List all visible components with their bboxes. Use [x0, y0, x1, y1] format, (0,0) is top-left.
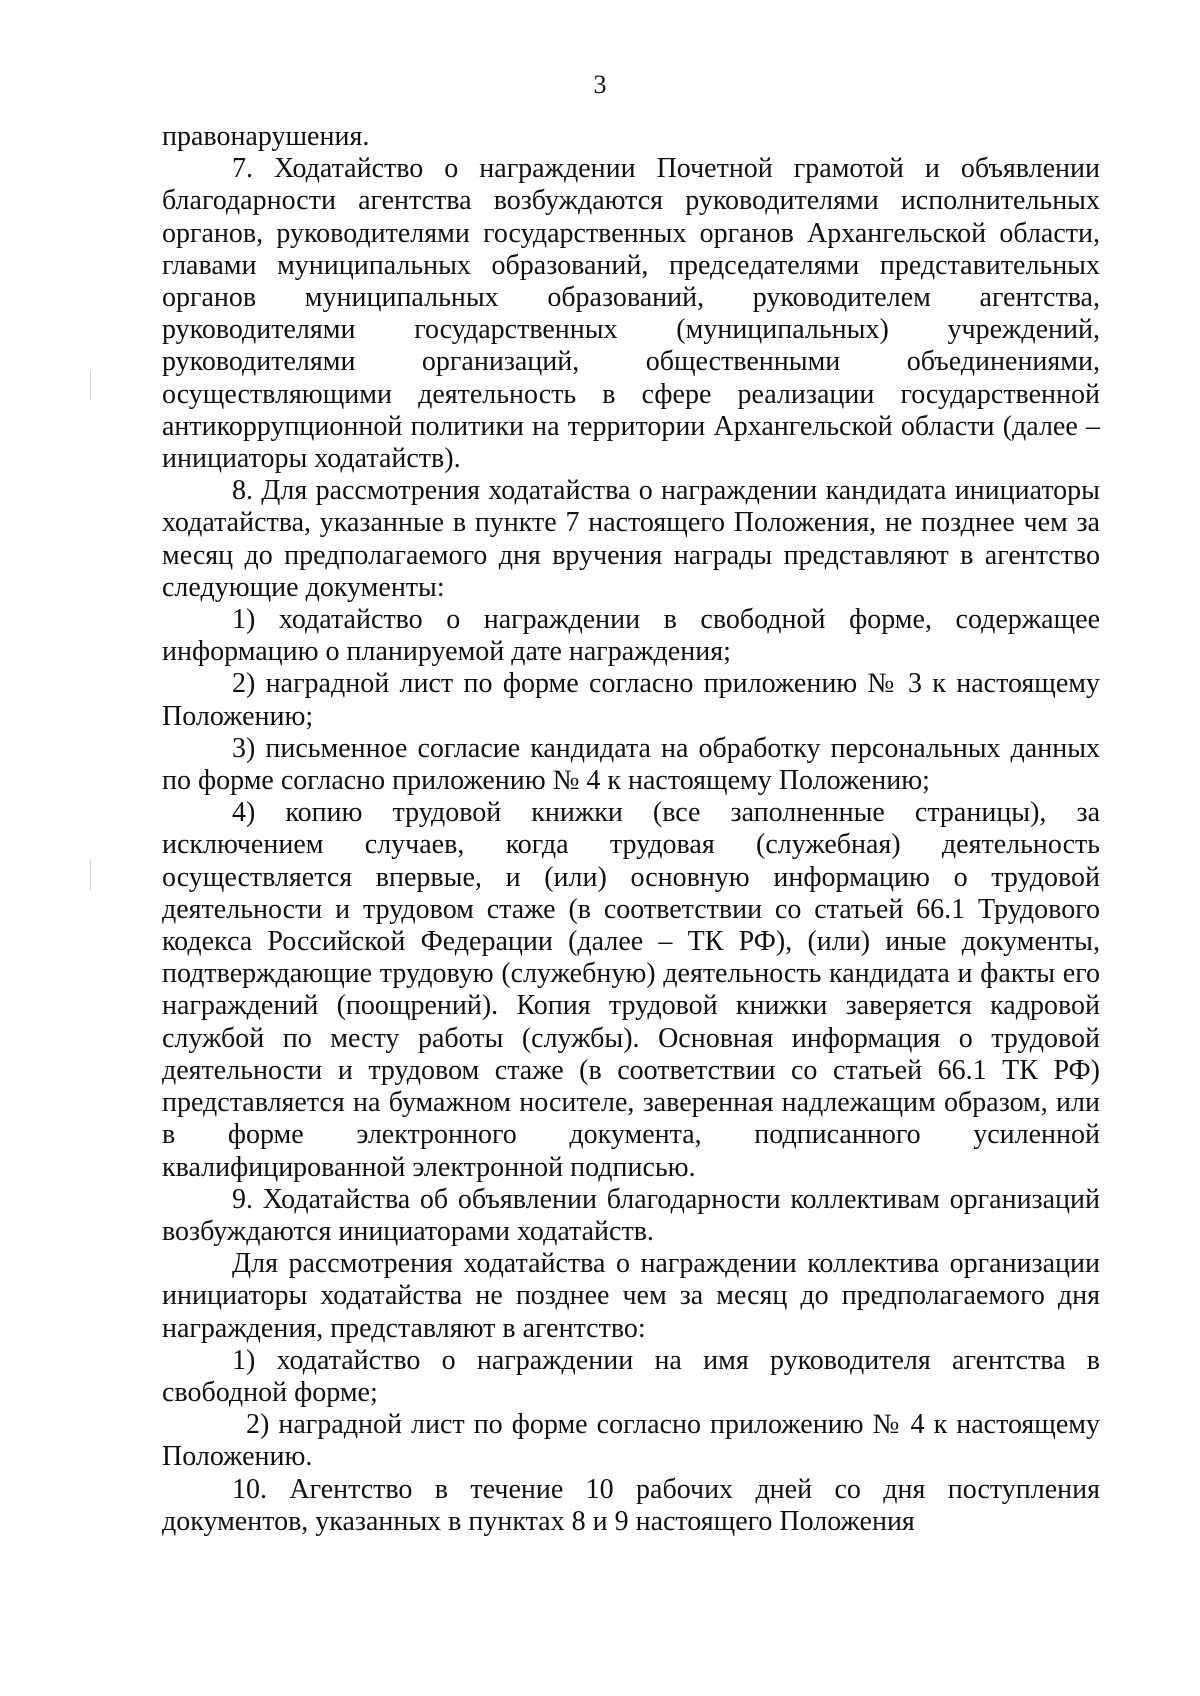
page-number: 3	[593, 70, 607, 99]
paragraph-subitem-8-3: 3) письменное согласие кандидата на обработку персональных данных по форме согласно приложению № 4 к настоящему Положению;	[162, 732, 1100, 797]
paragraph-item-8: 8. Для рассмотрения ходатайства о награждении кандидата инициаторы ходатайства, указанные в пункте 7 настоящего Положения, не позднее чем за месяц до предполагаемого дня вручения награды представляют в агентство следующие документы:	[162, 475, 1100, 603]
paragraph-item-10: 10. Агентство в течение 10 рабочих дней со дня поступления документов, указанных в пунктах 8 и 9 настоящего Положения	[162, 1473, 1100, 1537]
paragraph-subitem-8-4: 4) копию трудовой книжки (все заполненные страницы), за исключением случаев, когда трудовая (служебная) деятельность осуществляется впервые, и (или) основную информацию о трудовой деятельности и трудовом стаже (в соответствии со статьей 66.1 Трудового кодекса Российской Федерации (далее – ТК РФ), (или) иные документы, подтверждающие трудовую (служебную) деятельность кандидата и факты его награждений (поощрений). Копия трудовой книжки заверяется кадровой службой по месту работы (службы). Основная информация о трудовой деятельности и трудовом стаже (в соответствии со статьей 66.1 ТК РФ) представляется на бумажном носителе, заверенная надлежащим образом, или в форме электронного документа, подписанного усиленной квалифицированной электронной подписью.	[162, 797, 1100, 1183]
paragraph-continuation: правонарушения.	[162, 121, 370, 152]
paragraph-subitem-9-1: 1) ходатайство о награждении на имя руководителя агентства в свободной форме;	[162, 1344, 1100, 1408]
document-body	[162, 121, 1100, 1538]
scan-artifact	[90, 370, 91, 400]
paragraph-subitem-8-2: 2) наградной лист по форме согласно приложению № 3 к настоящему Положению;	[162, 668, 1100, 732]
paragraph-subitem-9-2: 2) наградной лист по форме согласно приложению № 4 к настоящему Положению.	[162, 1409, 1100, 1473]
paragraph-item-9: 9. Ходатайства об объявлении благодарности коллективам организаций возбуждаются инициаторами ходатайств.	[162, 1183, 1100, 1247]
paragraph-item-7: 7. Ходатайство о награждении Почетной грамотой и объявлении благодарности агентства возбуждаются руководителями исполнительных органов, руководителями государственных органов Архангельской области, главами муниципальных образований, председателями представительных органов муниципальных образований, руководителем агентства, руководителями государственных (муниципальных) учреждений, руководителями организаций, общественными объединениями, осуществляющими деятельность в сфере реализации государственной антикоррупционной политики на территории Архангельской области (далее – инициаторы ходатайств).	[162, 153, 1100, 475]
scan-artifact	[90, 860, 91, 890]
paragraph-item-9-docs: Для рассмотрения ходатайства о награждении коллектива организации инициаторы ходатайства не позднее чем за месяц до предполагаемого дня награждения, представляют в агентство:	[162, 1248, 1100, 1344]
paragraph-subitem-8-1: 1) ходатайство о награждении в свободной форме, содержащее информацию о планируемой дате награждения;	[162, 604, 1100, 668]
